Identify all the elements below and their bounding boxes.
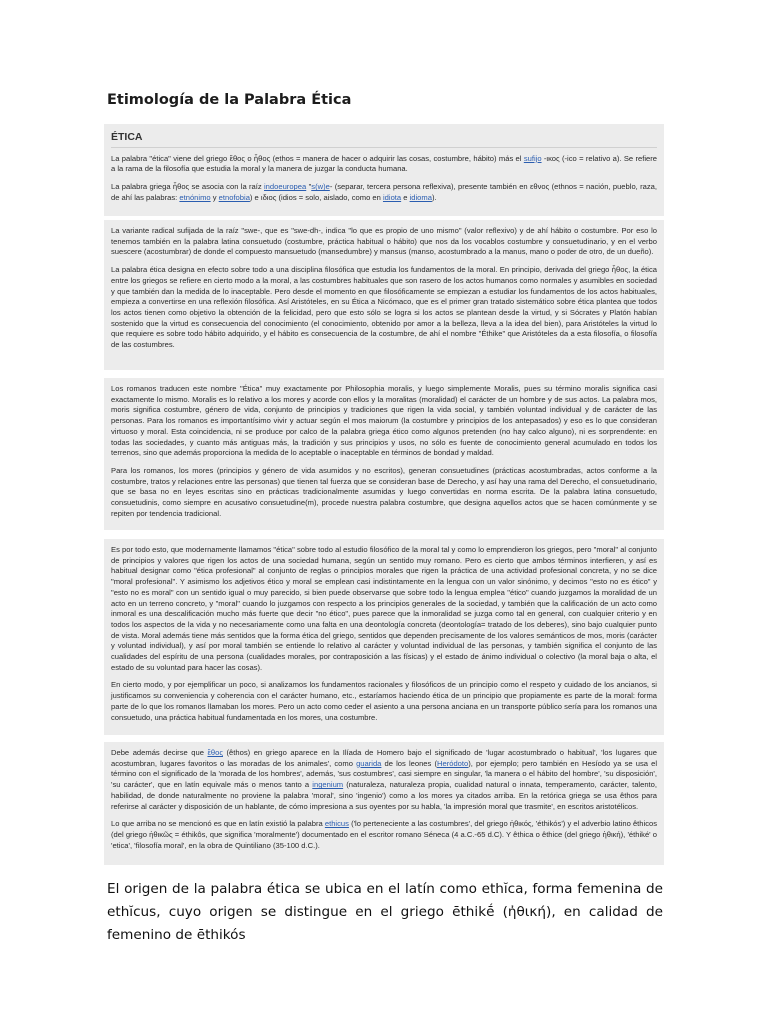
link-ethos[interactable]: ἔθος — [207, 748, 223, 757]
paragraph — [111, 819, 657, 851]
body-paragraph: El origen de la palabra ética se ubica en el latín como ethĭca, forma femenina de ethĭcus, cuyo origen se distingue en el griego ēthikḗ (ἠθική), en calidad de femenino de ēthikós — [107, 881, 663, 943]
paragraph — [111, 182, 657, 203]
excerpt-panel-romanos — [104, 378, 664, 530]
link-herodoto[interactable]: Heródoto — [437, 758, 469, 768]
excerpt-panel-etica — [104, 124, 664, 216]
excerpt-panel-raiz — [104, 220, 664, 370]
text-run: (naturaleza, naturaleza propia, cualidad natural o innata, temperamento, carácter, talento, habilidad, de donde naturalmente no proviene la palabra 'moral', sino 'ingenio') como a los mores ya citados arriba. En la retórica griega se usa êthos para referirse al carácter y disposición de un hablante, de cómo impresiona a sus oyentes por su habla, 'la impresión moral que trasmite', en escritos aristotélicos. — [111, 780, 657, 811]
link-ingenium[interactable]: ingenium — [312, 780, 344, 790]
page-title: Etimología de la Palabra Ética — [107, 92, 352, 108]
text-run: -ικος (-ico = relativo a). Se refiere a la rama de la filosofía que estudia la moral y la manera de juzgar la conducta humana. — [111, 153, 657, 174]
text-run: ('lo perteneciente a las costumbres', del griego ἠθικός, 'éthikós') y el adverbio latino êthicos (del griego ἠθικῶς = éthikôs, que significa 'moralmente') documentado en el escritor romano Séneca (4 a.C.-65 d.C). Y êthica o êthice (del griego ἠθική), 'éthiké' o 'etica', 'filosofía moral', en la obra de Quintiliano (35-100 d.C.). — [111, 819, 658, 850]
paragraph: Es por todo esto, que modernamente llamamos "ética" sobre todo al estudio filosófico de la moral tal y como lo emprendieron los griegos, pero "moral" al conjunto de principios y valores que rigen los actos de una sociedad humana, según un sentido muy romano. Pero es cierto que ambos términos interfieren, y así es habitual designar como "ética profesional" al conjunto de reglas o principios morales que rigen la práctica de una actividad profesional concreta, y no se dice "moral profesional". Y asimismo los adjetivos ético y moral se emplean casi indistintamente en la lengua con un valor sinónimo, y decimos "esto no es ético" y "esto no es moral" con un sentido igual o muy parecido, si bien puede observarse que sobre todo la lengua emplea "ético" cuando juzgamos la moralidad de un acto en un terreno concreto, y "moral" cuando lo juzgamos con respecto a los principios generales de la sociedad, y también que la calificación de un acto como inmoral es una descalificación mucho más fuerte que decir "no ético", pues parece que la inmoralidad se juzga como tal en general, con cualquier criterio y en todos los aspectos de la vida y no necesariamente como una falta en una deontología concreta (deontología= tratado de los deberes), sino bajo cualquier punto de vista. Moral además tiene más sentidos que la forma ética del griego, sentidos que dependen precisamente de los valores semánticos de mos, moris (carácter y voluntad individual), y así por moral también se entiende lo relativo al carácter y voluntad individual de las personas, y también significa el conjunto de las cualidades del espíritu de una persona (cualidades morales, por contraposición a las físicas) y el estado de ánimo individual o colectivo (la moral baja o alta, el estado de su voluntad para hacer las cosas). — [111, 545, 657, 672]
paragraph — [111, 748, 657, 812]
link-etnofobia[interactable]: etnofobia — [218, 192, 250, 202]
link-etnonimo[interactable]: etnónimo — [179, 192, 211, 202]
link-guarida[interactable]: guarida — [356, 758, 382, 768]
link-idiota[interactable]: idiota — [382, 192, 402, 202]
text-run: ), por ejemplo; pero también en Hesíodo ya se usa el término con el significado de la 'morada de los hombres', además, 'sus costumbres', casi siempre en singular, 'la manera o el hábito del hombre', 'su disposición', 'su carácter', que en latín equivale más o menos tanto a — [111, 758, 658, 790]
text-run: La palabra griega ἦθος se asocia con la raíz — [111, 182, 264, 192]
paragraph: La palabra ética designa en efecto sobre todo a una disciplina filosófica que estudia los fundamentos de la moral. En principio, derivada del griego ἦθος, la ética entre los griegos se refiere en cierto modo a la moral, a las costumbres habituales que son rasero de los actos humanos como normales y asumibles en sociedad y que también dan la medida de lo inaceptable. Pero desde el momento en que filosóficamente se empiezan a estudiar los fundamentos de los actos habituales, empieza a convertirse en una reflexión filosófica. Así Aristóteles, en su Ética a Nicómaco, que es el primer gran tratado sistemático sobre ética plantea que todos los actos tienen como objetivo la obtención de la felicidad, pero que esto sólo se logra si los actos se plantean desde la virtud, y si Sócrates y Platón habían sostenido que la virtud es consecuencia del conocimiento (el conocimiento, obtenido por amor a la belleza, lleva a la idea del bien), para Aristóteles la virtud lo que requiere es sobre todo hábito adquirido, y el hábito es consecuencia de la costumbre, de ahí el nombre "Éthike" que Aristóteles da a esta filosofía, o filosofía de las costumbres. — [111, 265, 657, 350]
link-ethicus[interactable]: ethicus — [324, 819, 349, 829]
text-run: e — [401, 192, 410, 202]
paragraph: La variante radical sufijada de la raíz "swe-, que es "swe-dh-, indica "lo que es propio de uno mismo" (valor reflexivo) y de ahí hábito o costumbre. Por eso lo tenemos también en la palabra latina consuetudo (costumbre, práctica habitual o hábito) que nos da los vocablos costumbre y consuetudinario, y en el verbo suescere (acostumbrar) de donde el compuesto mansuetudo (mansedumbre) y mansus (manso, acostumbrado a la manus, mano o poder de otro, de un dueño). — [111, 226, 657, 257]
paragraph — [111, 154, 657, 175]
section-heading: ÉTICA — [111, 132, 657, 148]
text-run: ) e ιδιος (idios = solo, aislado, como en — [249, 192, 383, 202]
excerpt-panel-moral — [104, 539, 664, 735]
text-run: ). — [431, 192, 437, 202]
text-run: de los leones ( — [381, 758, 437, 768]
link-swe[interactable]: s(w)e — [311, 182, 330, 192]
paragraph: En cierto modo, y por ejemplificar un poco, si analizamos los fundamentos racionales y filosóficos de un principio como el respeto y cuidado de los ancianos, si justificamos su conveniencia y coherencia con el carácter humano, etc., estaríamos haciendo ética de un principio que propiamente es parte de la moral: forma parte de lo que los romanos llamaban los mores. Pero un acto como ceder el asiento a una persona anciana en un transporte público sería para los romanos una consuetudo, una práctica habitual fundamentada en los mores, una costumbre. — [111, 680, 657, 722]
text-run: La palabra "ética" viene del griego ἔθος o ἦθος (ethos = manera de hacer o adquirir las cosas, costumbre, hábito) más el — [111, 153, 524, 163]
text-run: " — [306, 182, 312, 192]
text-run: Lo que arriba no se mencionó es que en latín existió la palabra — [111, 819, 325, 829]
link-indoeuropea[interactable]: indoeuropea — [264, 182, 307, 192]
excerpt-panel-ethos — [104, 742, 664, 865]
text-run: (êthos) en griego aparece en la Ilíada de Homero bajo el significado de 'lugar acostumbrado o habitual', 'los lugares que acostumbran, lugares favoritos o las moradas de los animales', como — [111, 748, 657, 768]
paragraph: Para los romanos, los mores (principios y género de vida asumidos y no escritos), generan consuetudines (prácticas acostumbradas, actos conforme a la costumbre, tratos y relaciones entre las personas) que tienen tal fuerza que se consideran base de Derecho, y así hay una rama del Derecho, el consuetudinario, que se basa no en leyes escritas sino en prácticas tradicionalmente asumidas y luego convertidas en norma escrita. De la palabra latina consuetudo, consuetudinis, como siempre en acusativo consuetudine(m), procede nuestra palabra costumbre, que designa aquellos actos que se hacen comúnmente y se repiten por tendencia tradicional. — [111, 465, 657, 518]
text-run: - (separar, tercera persona reflexiva), presente también en εθνος (ethnos = nación, pueblo, raza, de ahí las palabras: — [111, 182, 657, 202]
link-sufijo[interactable]: sufijo — [523, 153, 542, 163]
text-run: y — [210, 192, 219, 202]
link-idioma[interactable]: idioma — [409, 192, 432, 202]
paragraph: Los romanos traducen este nombre "Ética" muy exactamente por Philosophia moralis, y luego simplemente Moralis, pues su término moralis significa casi exactamente lo mismo. Moralis es lo relativo a los mores y acorde con ellos y la moralitas (moralidad) el carácter de un hombre y de sus actos. La palabra mos, moris significa costumbre, género de vida, conjunto de principios y tradiciones que rigen la vida social, y también voluntad individual y de carácter de las personas. Para los romanos es importantísimo vivir y actuar según el mos maiorum (la costumbre y principios de los antepasados) y eso es lo que consideran virtuoso y moral. Esta coincidencia, ni se produce por calco de la palabra griega ético como algunos pretenden (no hay calco alguno), ni es sorprendente: en todas las sociedades, y cuanto más antiguas más, la tradición y sus principios y usos, no sólo es fuente de conocimiento general acumulado en todos los terrenos, sino que además proporciona la medida de lo aceptable o inaceptable en términos de bondad y maldad. — [111, 384, 657, 458]
text-run: Debe además decirse que — [111, 748, 208, 757]
